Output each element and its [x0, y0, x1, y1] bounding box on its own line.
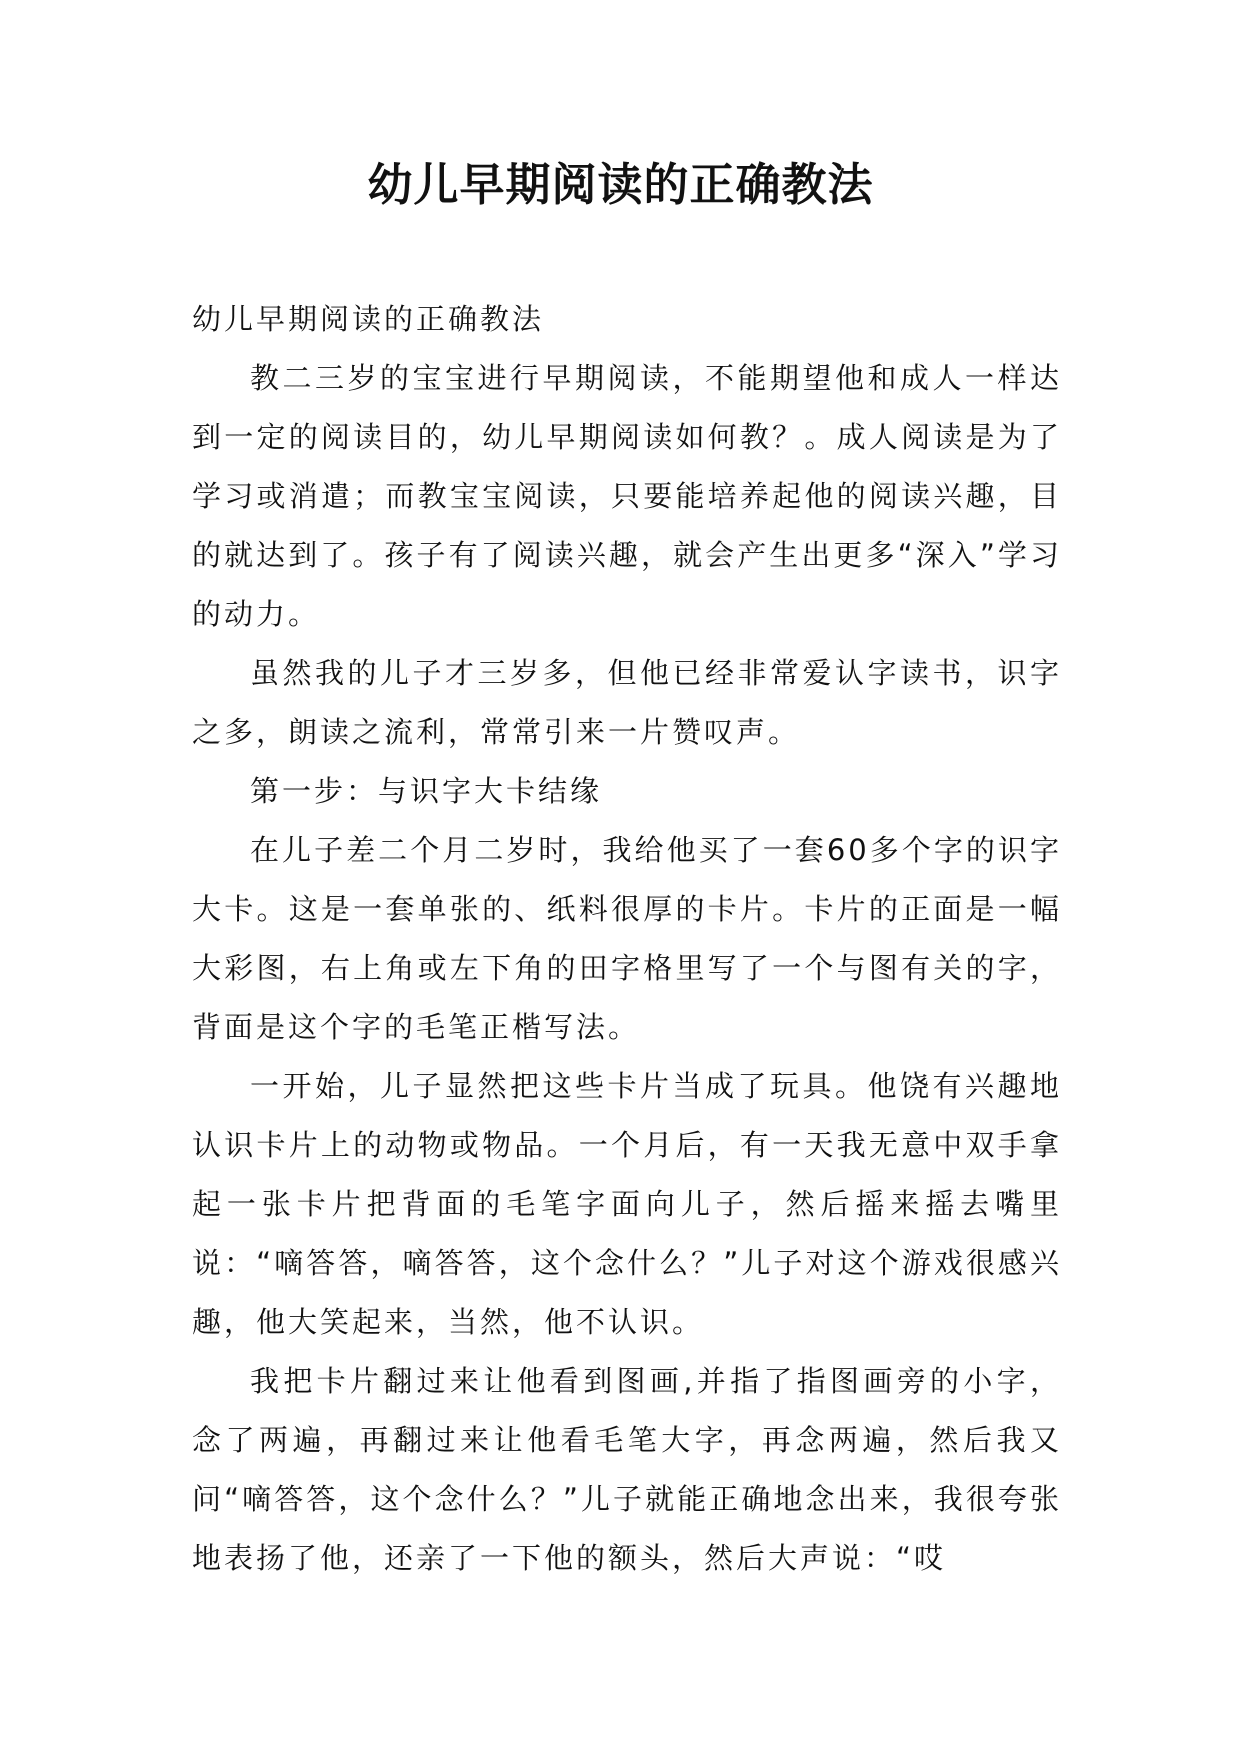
paragraph: 一开始，儿子显然把这些卡片当成了玩具。他饶有兴趣地认识卡片上的动物或物品。一个月后，有一天我无意中双手拿起一张卡片把背面的毛笔字面向儿子，然后摇来摇去嘴里说：“嘀答答，嘀答答，这个念什么？”儿子对这个游戏很感兴趣，他大笑起来，当然，他不认识。 — [192, 1069, 1062, 1339]
paragraph: 教二三岁的宝宝进行早期阅读，不能期望他和成人一样达到一定的阅读目的，幼儿早期阅读如何教？。成人阅读是为了学习或消遣；而教宝宝阅读，只要能培养起他的阅读兴趣，目的就达到了。孩子有了阅读兴趣，就会产生出更多“深入”学习的动力。 — [192, 361, 1062, 631]
paragraph: 虽然我的儿子才三岁多，但他已经非常爱认字读书，识字之多，朗读之流利，常常引来一片赞叹声。 — [192, 656, 1062, 749]
document-body — [192, 290, 1062, 1588]
document-title: 幼儿早期阅读的正确教法 — [367, 158, 874, 211]
section-heading: 第一步：与识字大卡结缘 — [250, 774, 603, 808]
document-subtitle: 幼儿早期阅读的正确教法 — [192, 302, 545, 336]
paragraph: 在儿子差二个月二岁时，我给他买了一套60多个字的识字大卡。这是一套单张的、纸料很厚的卡片。卡片的正面是一幅大彩图，右上角或左下角的田字格里写了一个与图有关的字，背面是这个字的毛笔正楷写法。 — [192, 833, 1062, 1044]
paragraph: 我把卡片翻过来让他看到图画,并指了指图画旁的小字，念了两遍，再翻过来让他看毛笔大字，再念两遍，然后我又问“嘀答答，这个念什么？”儿子就能正确地念出来，我很夸张地表扬了他，还亲了一下他的额头，然后大声说：“哎 — [192, 1364, 1062, 1575]
